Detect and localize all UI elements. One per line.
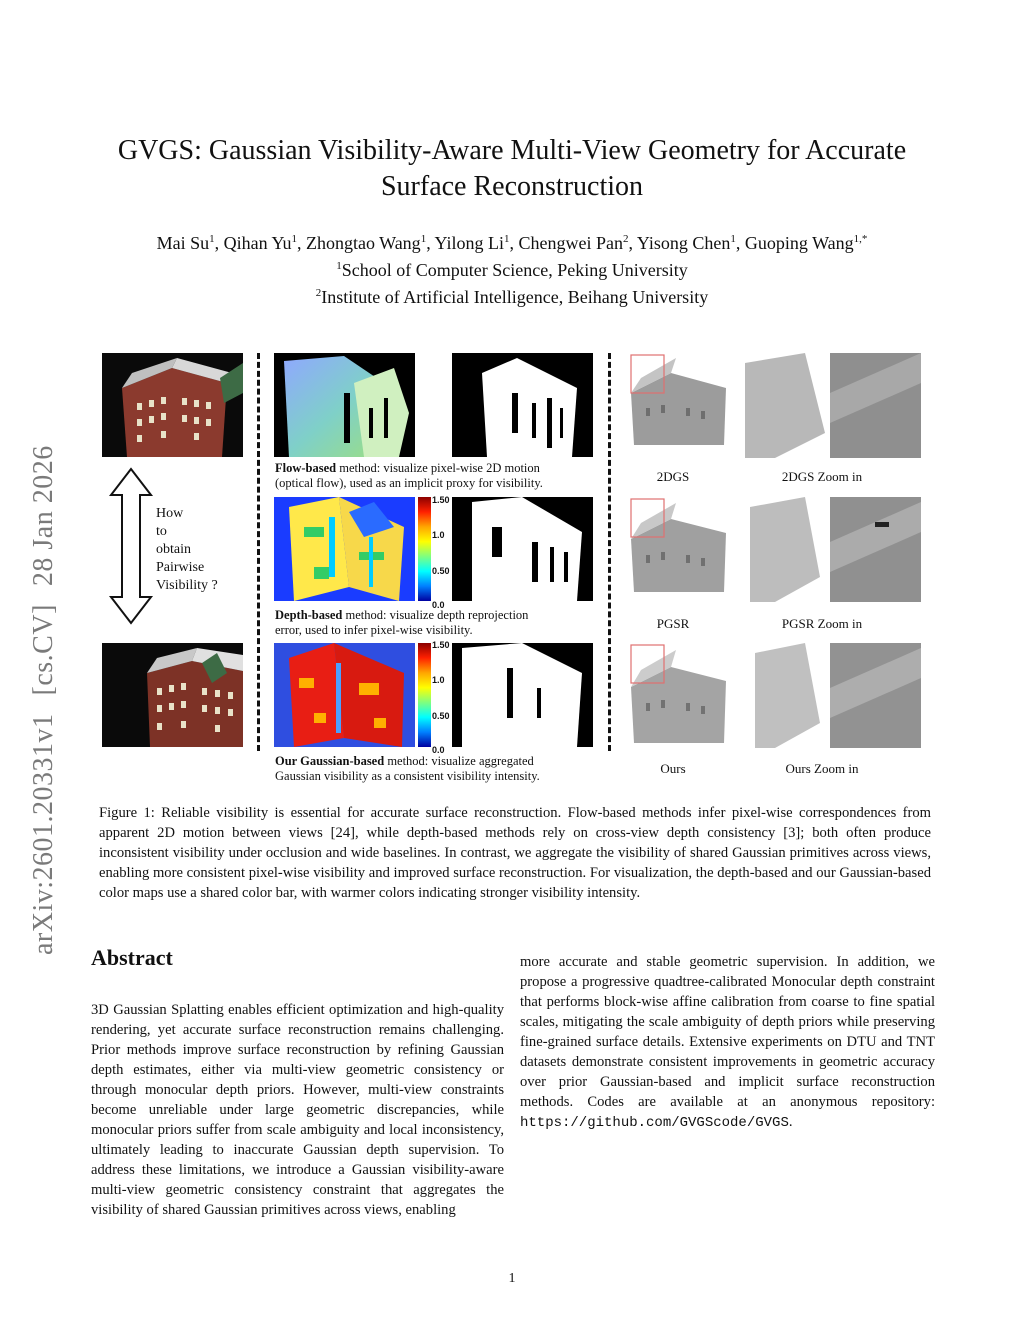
reconstruction-2dgs-zoom	[745, 353, 921, 458]
colorbar-ours	[418, 643, 431, 747]
abstract-left-column: 3D Gaussian Splatting enables efficient optimization and high-quality rendering, yet accurate surface reconstruction remains challenging. Prior methods improve surface reconstruction by refining Gaussian depth estimates, either via multi-view geometric consistency or through monocular depth priors. However, multi-view constraints become unreliable under large geometric discrepancies, while monocular priors suffer from scale ambiguity and local inconsistency, ultimately leading to inaccurate Gaussian depth supervision. To address these limitations, we introduce a Gaussian visibility-aware multi-view geometric consistency constraint that aggregates the visibility of shared Gaussian primitives across views, enabling	[91, 1002, 504, 1218]
method-label: PGSR Zoom in	[781, 616, 863, 631]
method-label: Ours Zoom in	[785, 761, 859, 776]
method-label: PGSR	[656, 616, 690, 631]
author: Mai Su	[156, 233, 210, 253]
reconstruction-ours-zoom	[745, 643, 921, 748]
arxiv-category: [cs.CV]	[28, 604, 59, 696]
arxiv-id: arXiv:2601.20331v1	[28, 713, 59, 955]
arxiv-date: 28 Jan 2026	[28, 445, 59, 587]
author-block	[60, 228, 964, 309]
figure-divider-right	[608, 353, 611, 751]
colorbar-tick: 0.50	[432, 566, 450, 576]
colorbar-tick: 0.0	[432, 600, 445, 610]
depth-visibility-mask	[452, 497, 593, 601]
flow-visibility-mask	[452, 353, 593, 457]
building-render-top	[102, 353, 243, 457]
flow-caption: Flow-based method: visualize pixel-wise 2D motion (optical flow), used as an implicit proxy for visibility.	[275, 461, 543, 490]
reconstruction-ours	[626, 643, 731, 743]
affiliation: $^2$Institute of Artificial Intelligence, Beihang University	[315, 287, 709, 307]
colorbar-tick: 0.50	[432, 711, 450, 721]
colorbar-tick: 1.50	[432, 495, 450, 505]
reconstruction-pgsr	[626, 497, 731, 592]
method-label: Ours	[660, 761, 686, 776]
title-line-1: GVGS: Gaussian Visibility-Aware Multi-View Geometry for Accurate	[117, 135, 907, 166]
figure-caption: Figure 1: Reliable visibility is essential for accurate surface reconstruction. Flow-based methods infer pixel-wise correspondences from apparent 2D motion between views [24], while depth-based methods rely on cross-view depth consistency [3]; both often produce inconsistent visibility under occlusion and wide baselines. In contrast, we aggregate the visibility of shared Gaussian primitives across views, enabling more consistent pixel-wise visibility and improved surface reconstruction. For visualization, the depth-based and our Gaussian-based color maps use a shared color bar, with warmer colors indicating stronger visibility intensity.	[99, 805, 931, 901]
building-render-bottom	[102, 643, 243, 747]
author: Guoping Wang	[744, 233, 854, 253]
abstract-right-column: more accurate and stable geometric supervision. In addition, we propose a progressive quadtree-calibrated Monocular depth constraint that performs block-wise affine calibration from coarse to fine spatial scales, mitigating the scale ambiguity of depth priors while preserving fine-grained surface details. Extensive experiments on DTU and TNT datasets demonstrate consistent improvements in geometric accuracy over prior Gaussian-based and implicit surface reconstruction methods. Codes are available at an anonymous repository: https://github.com/GVGScode/GVGS.	[520, 954, 935, 1131]
gaussian-visibility-visualization	[274, 643, 415, 747]
method-label: 2DGS	[656, 469, 690, 484]
figure-divider-left	[257, 353, 260, 751]
colorbar-tick: 1.0	[432, 530, 445, 540]
colorbar-tick: 0.0	[432, 745, 445, 755]
author: Qihan Yu	[223, 233, 292, 253]
author-list: Mai Su$^1$, Qihan Yu$^1$, Zhongtao Wang$^1$, Yilong Li$^1$, Chengwei Pan$^2$, Yisong Chen$^1$, Guoping Wang$^{1,*}$	[156, 233, 868, 253]
depth-caption: Depth-based method: visualize depth reprojection error, used to infer pixel-wise visibility.	[275, 608, 529, 637]
colorbar-tick: 1.50	[432, 640, 450, 650]
repository-link[interactable]: https://github.com/GVGScode/GVGS	[520, 1115, 789, 1131]
title-line-2: Surface Reconstruction	[380, 171, 644, 202]
colorbar-tick: 1.0	[432, 675, 445, 685]
reconstruction-pgsr-zoom	[745, 497, 921, 602]
author: Yilong Li	[434, 233, 505, 253]
colorbar-depth	[418, 497, 431, 601]
arxiv-stamp	[28, 427, 60, 955]
page-number: 1	[508, 1271, 516, 1286]
author: Chengwei Pan	[518, 233, 624, 253]
flow-visualization	[274, 353, 415, 457]
paper-title	[90, 133, 934, 205]
gaussian-visibility-mask	[452, 643, 593, 747]
ours-caption: Our Gaussian-based method: visualize aggregated Gaussian visibility as a consistent visibility intensity.	[275, 754, 540, 783]
visibility-question: How to obtain Pairwise Visibility ?	[156, 506, 218, 593]
reconstruction-2dgs	[626, 353, 731, 445]
abstract-heading: Abstract	[91, 945, 173, 970]
double-arrow-icon	[108, 467, 154, 625]
author: Zhongtao Wang	[305, 233, 421, 253]
author: Yisong Chen	[636, 233, 731, 253]
depth-error-visualization	[274, 497, 415, 601]
method-label: 2DGS Zoom in	[781, 469, 863, 484]
affiliation: $^1$School of Computer Science, Peking University	[336, 260, 688, 280]
